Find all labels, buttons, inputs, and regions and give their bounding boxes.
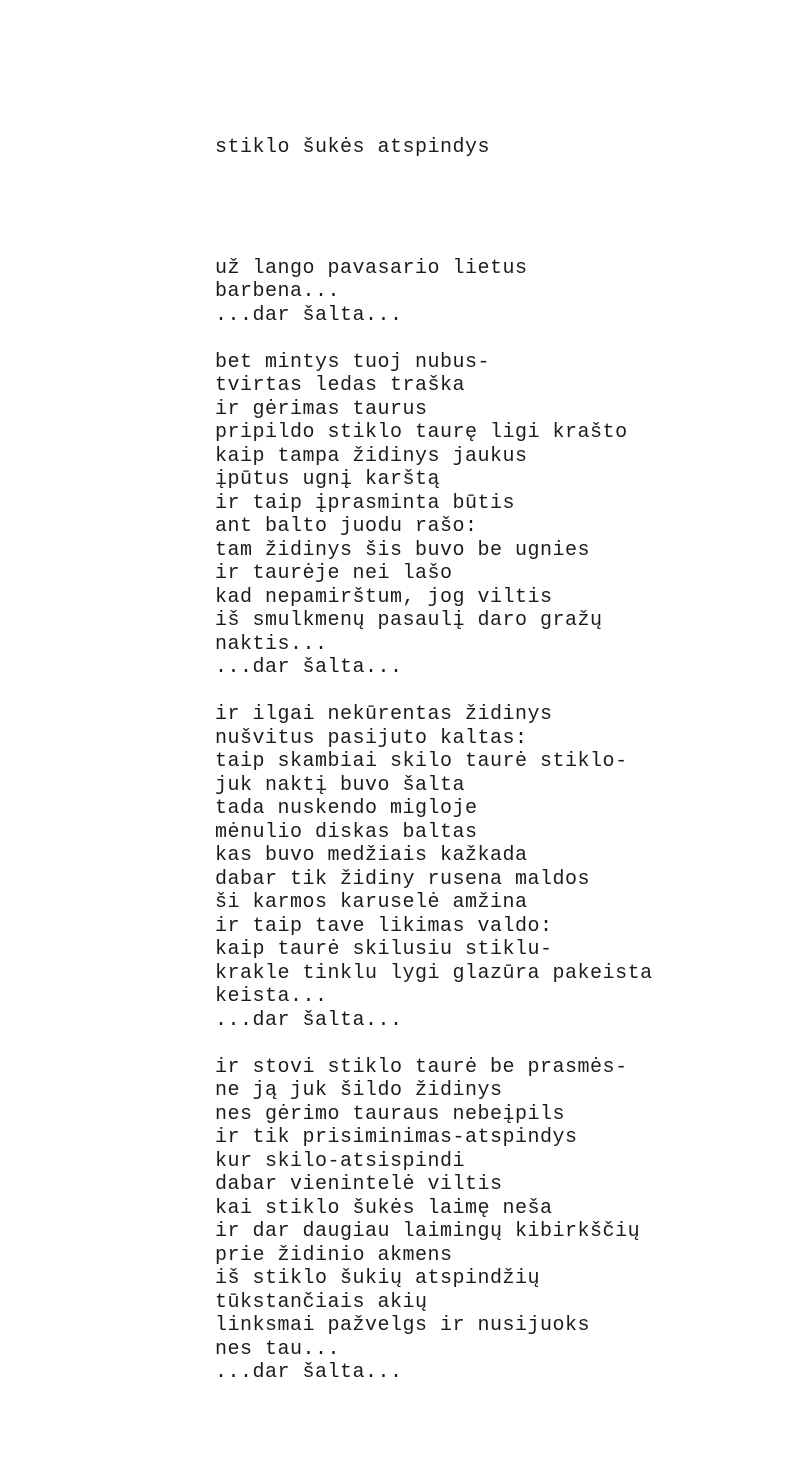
poem-line: nes gėrimo tauraus nebeįpils bbox=[215, 1102, 566, 1126]
poem-stanza bbox=[215, 257, 653, 328]
poem-line: tada nuskendo migloje bbox=[215, 797, 478, 820]
poem-line: pripildo stiklo taurę ligi krašto bbox=[215, 421, 628, 444]
poem-line: ...dar šalta... bbox=[215, 656, 403, 679]
poem-line: iš stiklo šukių atspindžių bbox=[215, 1267, 541, 1290]
poem-line: naktis... bbox=[215, 632, 328, 656]
poem-line: juk naktį buvo šalta bbox=[215, 773, 466, 797]
poem-line: ir gėrimas taurus bbox=[215, 397, 428, 421]
poem-line: ...dar šalta... bbox=[215, 303, 403, 327]
poem-line: barbena... bbox=[215, 280, 341, 303]
poem-line: iš smulkmenų pasaulį daro gražų bbox=[215, 609, 603, 632]
poem-line: ne ją juk šildo židinys bbox=[215, 1079, 503, 1102]
poem-line: ...dar šalta... bbox=[215, 1361, 403, 1384]
poem-line: kai stiklo šukės laimę neša bbox=[215, 1196, 553, 1220]
poem-line: dabar tik židiny rusena maldos bbox=[215, 867, 591, 891]
poem bbox=[215, 89, 653, 1455]
poem-line: kas buvo medžiais kažkada bbox=[215, 844, 528, 867]
poem-line: nušvitus pasijuto kaltas: bbox=[215, 726, 528, 750]
poem-line: mėnulio diskas baltas bbox=[215, 820, 478, 844]
poem-line: keista... bbox=[215, 985, 328, 1008]
poem-stanza bbox=[215, 703, 653, 1032]
poem-title: stiklo šukės atspindys bbox=[215, 136, 491, 159]
poem-line: ir taip įprasminta būtis bbox=[215, 491, 516, 515]
poem-line: ir dar daugiau laimingų kibirkščių bbox=[215, 1220, 641, 1243]
poem-line: ir taurėje nei lašo bbox=[215, 562, 453, 585]
poem-line: ant balto juodu rašo: bbox=[215, 515, 478, 538]
poem-line: kaip taurė skilusiu stiklu- bbox=[215, 938, 553, 961]
poem-line: bet mintys tuoj nubus- bbox=[215, 350, 491, 374]
poem-line: linksmai pažvelgs ir nusijuoks bbox=[215, 1314, 591, 1337]
poem-line: ir tik prisiminimas-atspindys bbox=[215, 1126, 578, 1149]
poem-line: kaip tampa židinys jaukus bbox=[215, 444, 528, 468]
poem-stanzas bbox=[215, 257, 653, 1385]
poem-stanza bbox=[215, 351, 653, 680]
poem-line: kad nepamirštum, jog viltis bbox=[215, 585, 553, 609]
poem-stanza bbox=[215, 1056, 653, 1385]
poem-line: tūkstančiais akių bbox=[215, 1290, 428, 1314]
poem-line: įpūtus ugnį karštą bbox=[215, 468, 441, 491]
poem-line: už lango pavasario lietus bbox=[215, 256, 528, 280]
poem-line: prie židinio akmens bbox=[215, 1243, 453, 1267]
poem-line: ir taip tave likimas valdo: bbox=[215, 914, 553, 938]
poem-line: ir stovi stiklo taurė be prasmės- bbox=[215, 1055, 628, 1079]
poem-line: tam židinys šis buvo be ugnies bbox=[215, 538, 591, 562]
poem-line: ši karmos karuselė amžina bbox=[215, 891, 528, 914]
poem-line: tvirtas ledas traška bbox=[215, 374, 466, 397]
poem-line: dabar vienintelė viltis bbox=[215, 1173, 503, 1196]
poem-line: ir ilgai nekūrentas židinys bbox=[215, 703, 553, 726]
poem-line: nes tau... bbox=[215, 1337, 341, 1361]
poem-line: ...dar šalta... bbox=[215, 1008, 403, 1032]
poem-line: krakle tinklu lygi glazūra pakeista bbox=[215, 961, 653, 985]
poem-line: kur skilo-atsispindi bbox=[215, 1149, 466, 1173]
poem-line: taip skambiai skilo taurė stiklo- bbox=[215, 750, 628, 773]
